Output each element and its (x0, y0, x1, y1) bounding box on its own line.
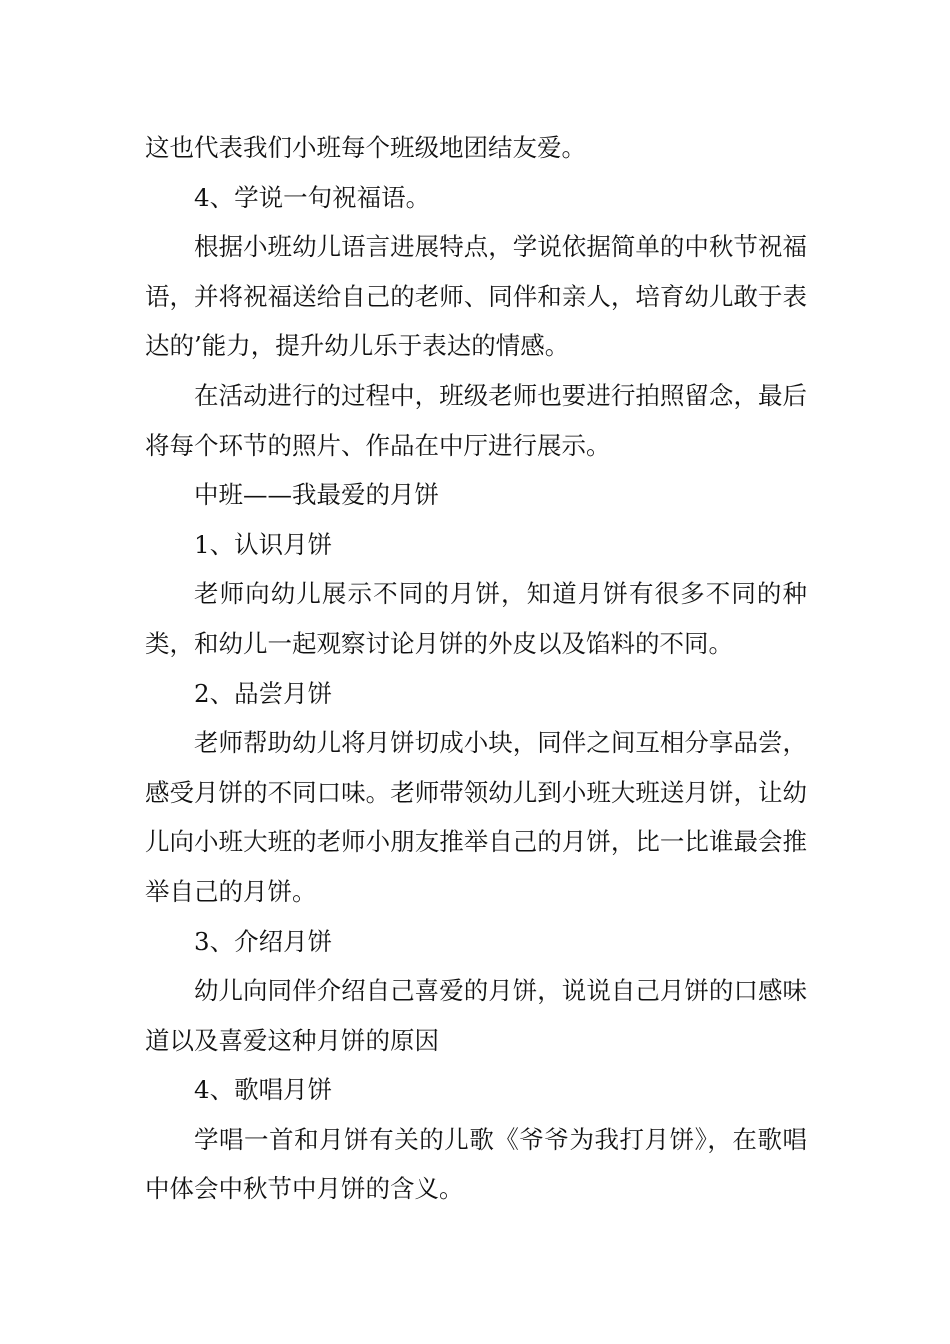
paragraph-continuation: 这也代表我们小班每个班级地团结友爱。 (145, 133, 586, 162)
paragraph-photo-display: 在活动进行的过程中，班级老师也要进行拍照留念，最后将每个环节的照片、作品在中厅进行展示。 (145, 380, 807, 460)
document-body (145, 123, 807, 1214)
paragraph-step-2-description: 老师帮助幼儿将月饼切成小块，同伴之间互相分享品尝，感受月饼的不同口味。老师带领幼儿到小班大班送月饼，让幼儿向小班大班的老师小朋友推举自己的月饼，比一比谁最会推举自己的月饼。 (145, 728, 807, 906)
paragraph-blessing-description: 根据小班幼儿语言进展特点，学说依据简单的中秋节祝福语，并将祝福送给自己的老师、同伴和亲人，培育幼儿敢于表达的’能力，提升幼儿乐于表达的情感。 (145, 232, 807, 361)
paragraph-step-3-description: 幼儿向同伴介绍自己喜爱的月饼，说说自己月饼的口感味道以及喜爱这种月饼的原因 (145, 976, 807, 1055)
paragraph-step-2-heading: 2、品尝月饼 (194, 678, 333, 708)
paragraph-step-4-heading: 4、歌唱月饼 (194, 1075, 333, 1105)
section-title-middle-class: 中班——我最爱的月饼 (194, 480, 439, 510)
paragraph-step-4-description: 学唱一首和月饼有关的儿歌《爷爷为我打月饼》，在歌唱中体会中秋节中月饼的含义。 (145, 1124, 807, 1204)
paragraph-small-class-step-4-heading: 4、学说一句祝福语。 (194, 182, 431, 212)
paragraph-step-3-heading: 3、介绍月饼 (194, 926, 333, 956)
paragraph-step-1-description: 老师向幼儿展示不同的月饼，知道月饼有很多不同的种类，和幼儿一起观察讨论月饼的外皮以及馅料的不同。 (145, 579, 807, 658)
paragraph-step-1-heading: 1、认识月饼 (194, 529, 333, 559)
